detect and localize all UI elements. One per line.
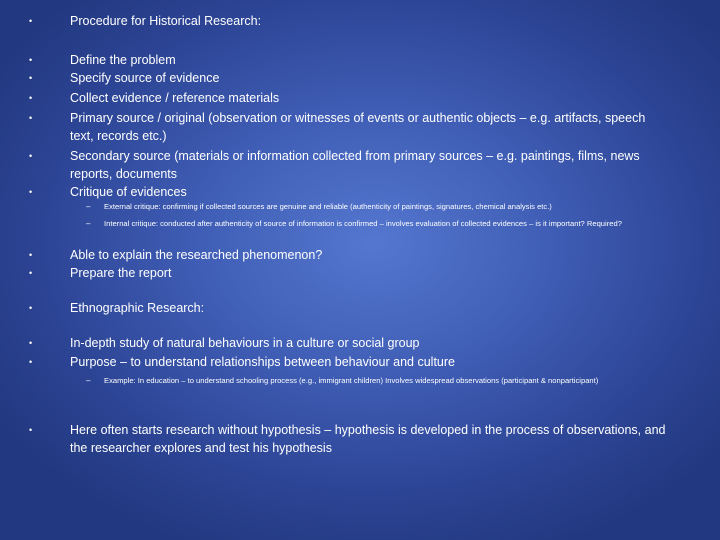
bullet-text: Collect evidence / reference materials: [70, 91, 280, 105]
bullet-marker: •: [29, 357, 33, 367]
bullet-marker: •: [29, 73, 33, 83]
bullet-text: Example: In education – to understand schooling process (e.g., immigrant children) Involves widespread observations (participant & nonparticipant): [104, 376, 599, 385]
bullet-marker: •: [29, 338, 33, 348]
bullet-marker: •: [29, 16, 33, 26]
bullet-text: Secondary source (materials or information collected from primary sources – e.g. paintings, films, news reports, documents: [70, 149, 640, 181]
bullet-marker: •: [29, 151, 33, 161]
bullet-marker: •: [29, 93, 33, 103]
bullet-marker: •: [29, 187, 33, 197]
bullet-text: Ethnographic Research:: [70, 301, 205, 315]
bullet-marker: •: [29, 113, 33, 123]
bullet-text: Internal critique: conducted after authenticity of source of information is confirmed – involves evaluation of collected evidences – is it important? Required?: [104, 219, 622, 228]
bullet-text: Primary source / original (observation or witnesses of events or authentic objects – e.g. artifacts, speech text, records etc.): [70, 111, 646, 143]
bullet-marker: –: [86, 202, 91, 211]
bullet-text: Prepare the report: [70, 266, 172, 280]
bullet-text: Critique of evidences: [70, 185, 187, 199]
bullet-marker: •: [29, 303, 33, 313]
bullet-text: Specify source of evidence: [70, 71, 220, 85]
bullet-text: Define the problem: [70, 53, 176, 67]
bullet-text: Here often starts research without hypothesis – hypothesis is developed in the process of observations, and the researcher explores and test his hypothesis: [70, 423, 666, 455]
bullet-text: External critique: confirming if collected sources are genuine and reliable (authenticity of paintings, signatures, chemical analysis etc.): [104, 202, 552, 211]
bullet-marker: •: [29, 55, 33, 65]
bullet-marker: –: [86, 219, 91, 228]
bullet-text: Procedure for Historical Research:: [70, 14, 262, 28]
bullet-text: Purpose – to understand relationships between behaviour and culture: [70, 355, 455, 369]
bullet-text: Able to explain the researched phenomenon?: [70, 248, 323, 262]
bullet-marker: •: [29, 268, 33, 278]
bullet-marker: •: [29, 250, 33, 260]
bullet-marker: –: [86, 376, 91, 385]
bullet-text: In-depth study of natural behaviours in a culture or social group: [70, 336, 420, 350]
bullet-marker: •: [29, 425, 33, 435]
